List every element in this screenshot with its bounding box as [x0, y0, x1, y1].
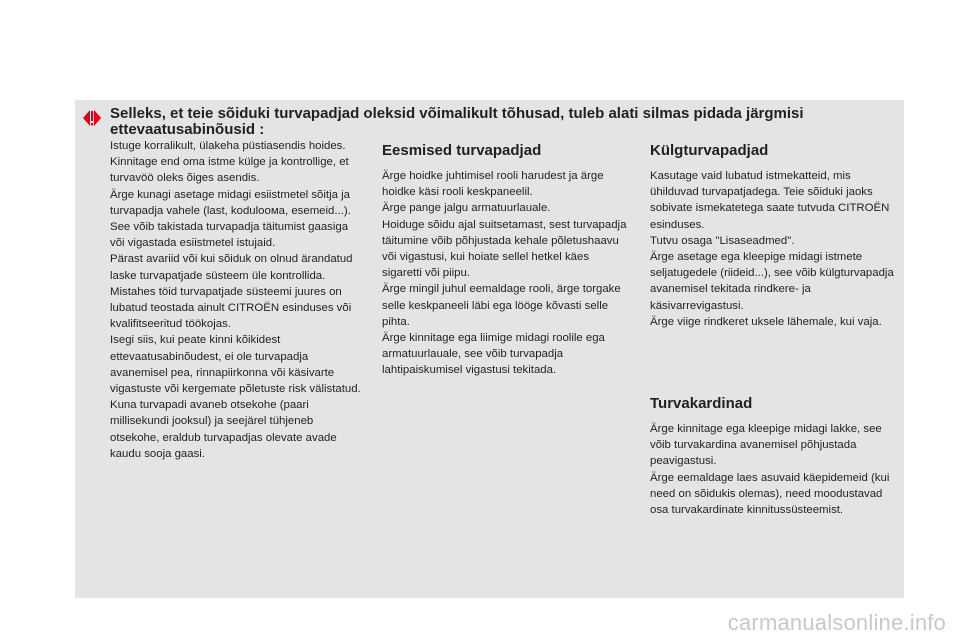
paragraph: Tutvu osaga "Lisaseadmed".	[650, 234, 795, 247]
paragraph: Ärge kinnitage ega kleepige midagi lakke, see võib turvakardina avanemisel põhjustada peavigastusi.	[650, 423, 882, 468]
watermark: carmanualsonline.info	[727, 610, 946, 635]
paragraph: Kasutage vaid lubatud istmekatteid, mis ühilduvad turvapatjadega. Teie sõiduki jaoks sobivate ismekatetega saate tutvuda CITROËN esinduses.	[650, 170, 890, 231]
front-airbags-section	[382, 142, 632, 379]
side-airbags-section	[650, 142, 902, 330]
paragraph: Pärast avariid või kui sõiduk on olnud ärandatud laske turvapatjade süsteem üle kontrollida.	[110, 253, 353, 282]
paragraph: Ärge asetage ega kleepige midagi istmete seljatugedele (riideid...), see võib külgturvapadja avanemisel tekitada rindkere- ja käsivarrevigastusi.	[650, 251, 894, 312]
section-title: Külgturvapadjad	[650, 142, 769, 159]
paragraph: Ärge hoidke juhtimisel rooli harudest ja ärge hoidke käsi rooli keskpaneelil.	[382, 170, 604, 199]
warning-exclamation-icon	[81, 107, 103, 129]
section-title: Eesmised turvapadjad	[382, 142, 542, 159]
paragraph: Ärge pange jalgu armatuurlauale.	[382, 202, 551, 215]
paragraph: Ärge kinnitage ega liimige midagi roolile ega armatuurlauale, see võib turvapadja lahtipaiskumisel vigastusi tekitada.	[382, 332, 605, 377]
general-precautions-column	[110, 138, 365, 462]
paragraph: Ärge mingil juhul eemaldage rooli, ärge torgake selle keskpaneeli läbi ega lööge kõvasti selle pihta.	[382, 283, 621, 328]
curtain-airbags-section	[650, 395, 902, 518]
paragraph: Ärge eemaldage laes asuvaid käepidemeid (kui need on sõidukis olemas), need moodustavad osa turvakardinate kinnitussüsteemist.	[650, 471, 890, 517]
warning-headline: Selleks, et teie sõiduki turvapadjad oleksid võimalikult tõhusad, tuleb alati silmas pidada järgmisi ettevaatusabinõusid :	[110, 105, 804, 138]
paragraph: Ärge kunagi asetage midagi esiistmetel sõitja ja turvapadja vahele (last, koduloома, esemeid...). See võib takistada turvapadja täitumist gaasiga või vigastada esiistmetel istujaid.	[110, 188, 351, 250]
paragraph: Ärge viige rindkeret uksele lähemale, kui vaja.	[650, 315, 882, 328]
paragraph: Isegi siis, kui peate kinni kõikidest ettevaatusabinõudest, ei ole turvapadja avanemisel pea, rinnapiirkonna või käsivarte vigastuste või kergemate põletuste risk välistatud. Kuna turvapadi avaneb otsekohe (paari millisekundi jooksul) ja seejärel tühjeneb otsekohe, eraldub turvapadjas olevate avade kaudu sooja gaasi.	[110, 334, 361, 460]
paragraph: Istuge korralikult, ülakeha püstiasendis hoides.	[110, 140, 346, 152]
paragraph: Kinnitage end oma istme külge ja kontrollige, et turvavöö oleks õiges asendis.	[110, 156, 349, 185]
section-title: Turvakardinad	[650, 395, 753, 412]
paragraph: Mistahes töid turvapatjade süsteemi juures on lubatud teostada ainult CITROËN esinduses või kvalifitseeritud töökojas.	[110, 285, 352, 331]
paragraph: Hoiduge sõidu ajal suitsetamast, sest turvapadja täitumine võib põhjustada kehale põletushaavu või vigastusi, kui hoiate sellel hetkel käes sigaretti või piipu.	[382, 218, 627, 280]
